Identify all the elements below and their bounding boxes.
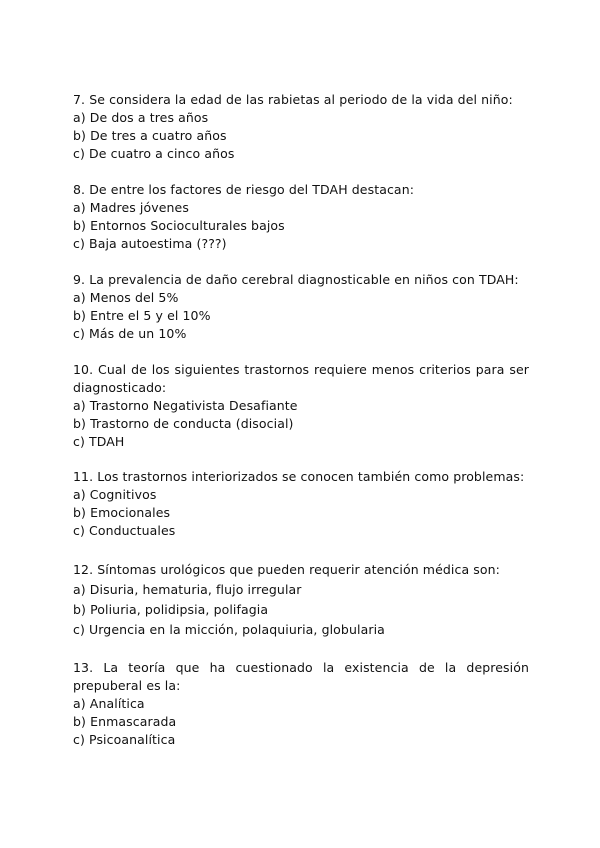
option-c: c) Urgencia en la micción, polaquiuria, globularia [73,622,385,637]
question-13 [73,659,529,749]
option-c: c) Psicoanalítica [73,732,176,747]
option-c: c) De cuatro a cinco años [73,146,235,161]
question-7 [73,91,529,163]
option-c: c) Conductuales [73,523,176,538]
option-c: c) Baja autoestima (???) [73,236,227,251]
option-a: a) De dos a tres años [73,110,209,125]
question-stem: 9. La prevalencia de daño cerebral diagnosticable en niños con TDAH: [73,272,519,287]
question-stem: 13. La teoría que ha cuestionado la existencia de la depresión prepuberal es la: [73,660,529,693]
question-stem: 10. Cual de los siguientes trastornos requiere menos criterios para ser diagnosticado: [73,362,529,395]
option-c: c) Más de un 10% [73,326,187,341]
question-stem: 11. Los trastornos interiorizados se conocen también como problemas: [73,469,525,484]
option-a: a) Disuria, hematuria, flujo irregular [73,582,302,597]
option-a: a) Trastorno Negativista Desafiante [73,398,298,413]
option-b: b) Entornos Socioculturales bajos [73,218,285,233]
option-b: b) Poliuria, polidipsia, polifagia [73,602,269,617]
option-a: a) Menos del 5% [73,290,179,305]
question-stem: 8. De entre los factores de riesgo del TDAH destacan: [73,182,415,197]
option-a: a) Cognitivos [73,487,157,502]
option-c: c) TDAH [73,434,125,449]
option-a: a) Madres jóvenes [73,200,189,215]
question-stem: 7. Se considera la edad de las rabietas al periodo de la vida del niño: [73,92,513,107]
question-12 [73,561,529,639]
question-9 [73,271,529,343]
option-b: b) Trastorno de conducta (disocial) [73,416,294,431]
option-b: b) Emocionales [73,505,171,520]
question-8 [73,181,529,253]
question-10 [73,361,529,451]
question-11 [73,468,529,540]
question-stem: 12. Síntomas urológicos que pueden requerir atención médica son: [73,562,500,577]
option-a: a) Analítica [73,696,145,711]
option-b: b) Enmascarada [73,714,177,729]
option-b: b) De tres a cuatro años [73,128,227,143]
option-b: b) Entre el 5 y el 10% [73,308,211,323]
